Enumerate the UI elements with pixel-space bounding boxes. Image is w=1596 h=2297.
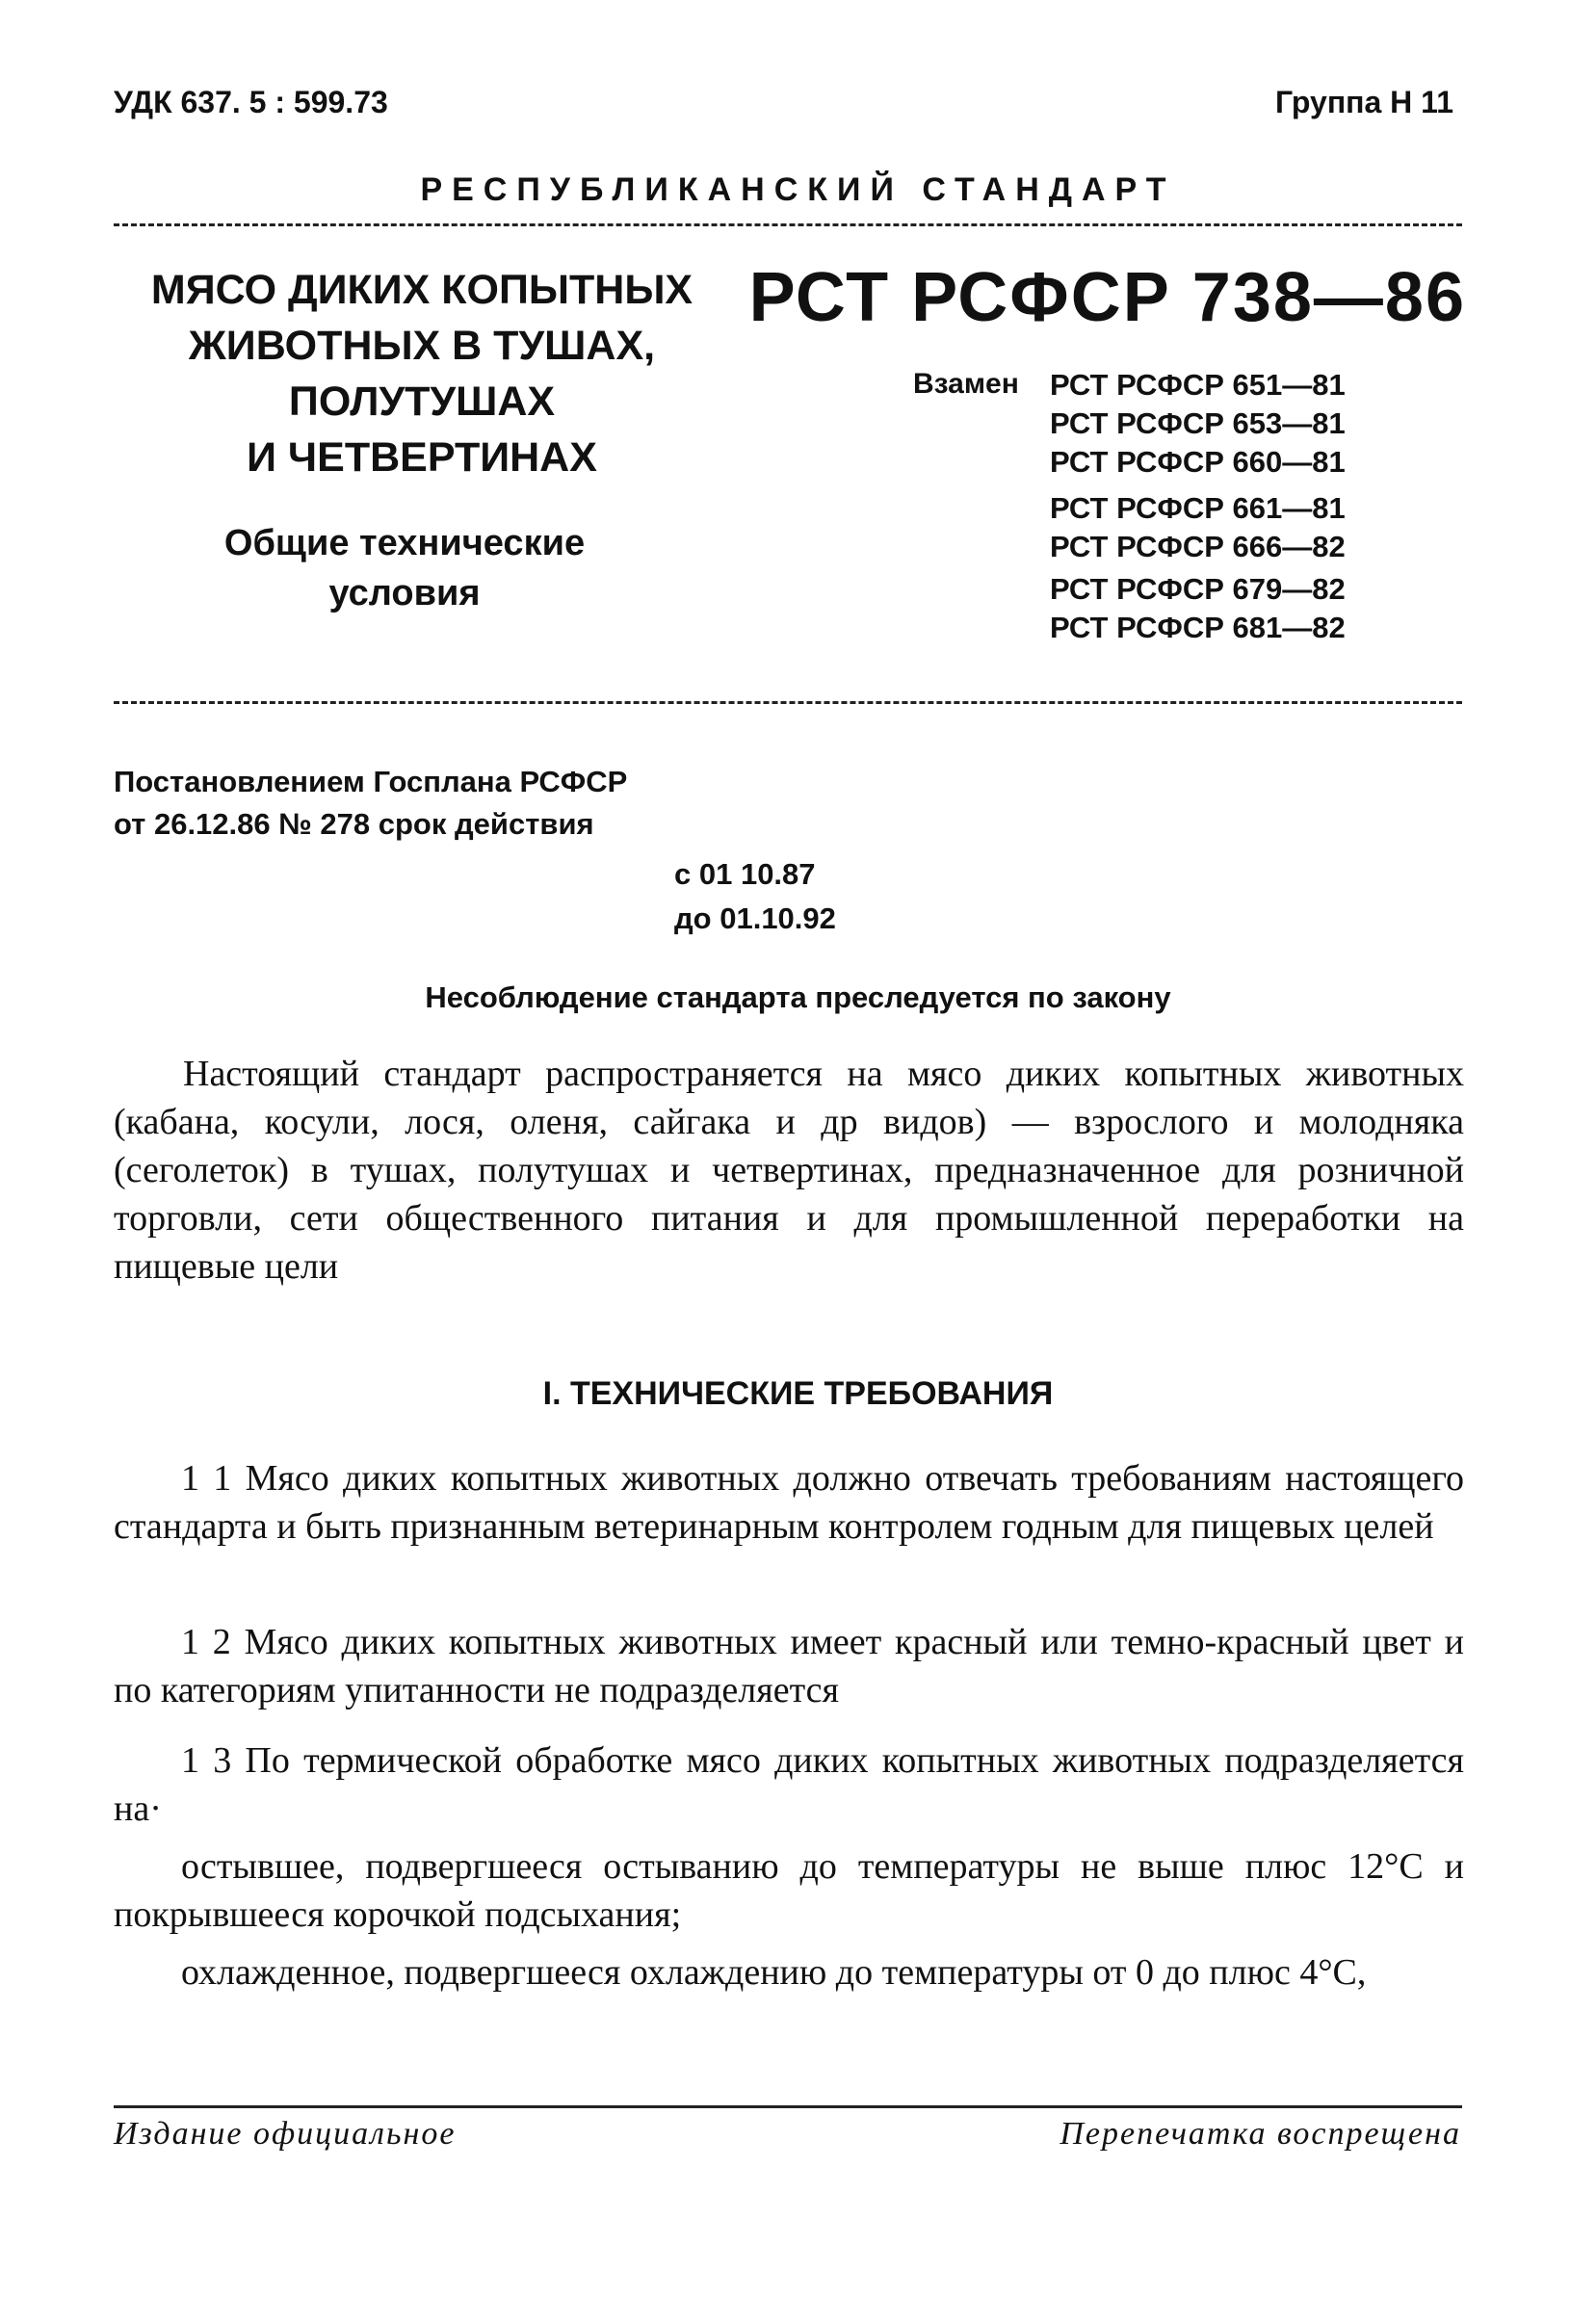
clause-1-3-cooled-item: охлажденное, подвергшееся охлаждению до температуры от 0 до плюс 4°С, bbox=[181, 1952, 1367, 1993]
title-line: ПОЛУТУШАХ bbox=[288, 378, 556, 425]
official-edition-note: Издание официальное bbox=[114, 2116, 457, 2152]
replaced-standard: РСТ РСФСР 681—82 bbox=[1050, 611, 1346, 644]
replaced-standard: РСТ РСФСР 661—81 bbox=[1050, 491, 1346, 525]
section-title: I. ТЕХНИЧЕСКИЕ ТРЕБОВАНИЯ bbox=[542, 1375, 1054, 1412]
title-line: И ЧЕТВЕРТИНАХ bbox=[247, 434, 597, 481]
replaced-standard: РСТ РСФСР 653—81 bbox=[1050, 406, 1346, 440]
footer-divider bbox=[114, 2105, 1462, 2108]
replaced-standard: РСТ РСФСР 666—82 bbox=[1050, 530, 1346, 563]
udk-code: УДК 637. 5 : 599.73 bbox=[114, 85, 388, 119]
title-line: МЯСО ДИКИХ КОПЫТНЫХ bbox=[150, 267, 693, 313]
top-divider bbox=[114, 223, 1462, 226]
intro-paragraph: Настоящий стандарт распространяется на мясо диких копытных животных (кабана, косули, лося, оленя, сайгака и др видов) — взрослого и молодняка (сеголеток) в тушах, полутушах и четвертинах, предназначенное для розничной торговли, сети общественного питания и для промышленной переработки на пищевые цели bbox=[114, 1054, 1464, 1287]
clause-1-3: 1 3 По термической обработке мясо диких копытных животных подразделяется на· bbox=[114, 1740, 1464, 1829]
clause-1-1: 1 1 Мясо диких копытных животных должно отвечать требованиям настоящего стандарта и быть признанным ветеринарным контролем годным для пищевых целей bbox=[114, 1458, 1464, 1547]
replaced-standards-list bbox=[1050, 366, 1346, 647]
replaces-label: Взамен bbox=[913, 368, 1019, 400]
group-code: Группа Н 11 bbox=[1274, 85, 1453, 119]
decree-line: от 26.12.86 № 278 срок действия bbox=[114, 807, 594, 841]
valid-from: с 01 10.87 bbox=[674, 857, 816, 891]
republic-standard-heading: РЕСПУБЛИКАНСКИЙ СТАНДАРТ bbox=[420, 171, 1176, 208]
title-line: ЖИВОТНЫХ В ТУШАХ, bbox=[188, 323, 656, 369]
reprint-prohibited-note: Перепечатка воспрещена bbox=[1060, 2116, 1461, 2152]
subtitle-line: Общие технические bbox=[223, 523, 586, 563]
document-title bbox=[114, 262, 730, 485]
decree-line: Постановлением Госплана РСФСР bbox=[114, 765, 628, 798]
header-bottom-divider bbox=[114, 701, 1462, 704]
decree-text bbox=[114, 761, 627, 846]
replaced-standard: РСТ РСФСР 679—82 bbox=[1050, 572, 1346, 606]
standard-code: РСТ РСФСР 738—86 bbox=[748, 259, 1466, 336]
replaced-standard: РСТ РСФСР 651—81 bbox=[1050, 368, 1346, 402]
law-notice: Несоблюдение стандарта преследуется по закону bbox=[425, 980, 1171, 1014]
document-subtitle bbox=[173, 518, 636, 618]
replaced-standard: РСТ РСФСР 660—81 bbox=[1050, 445, 1346, 479]
subtitle-line: условия bbox=[328, 573, 481, 613]
validity-period bbox=[674, 852, 836, 941]
clause-1-3-chilled-item: остывшее, подвергшееся остыванию до температуры не выше плюс 12°С и покрывшееся корочкой подсыхания; bbox=[114, 1846, 1464, 1935]
clause-1-2: 1 2 Мясо диких копытных животных имеет красный или темно-красный цвет и по категориям упитанности не подразделяется bbox=[114, 1622, 1464, 1710]
valid-to: до 01.10.92 bbox=[674, 901, 836, 935]
